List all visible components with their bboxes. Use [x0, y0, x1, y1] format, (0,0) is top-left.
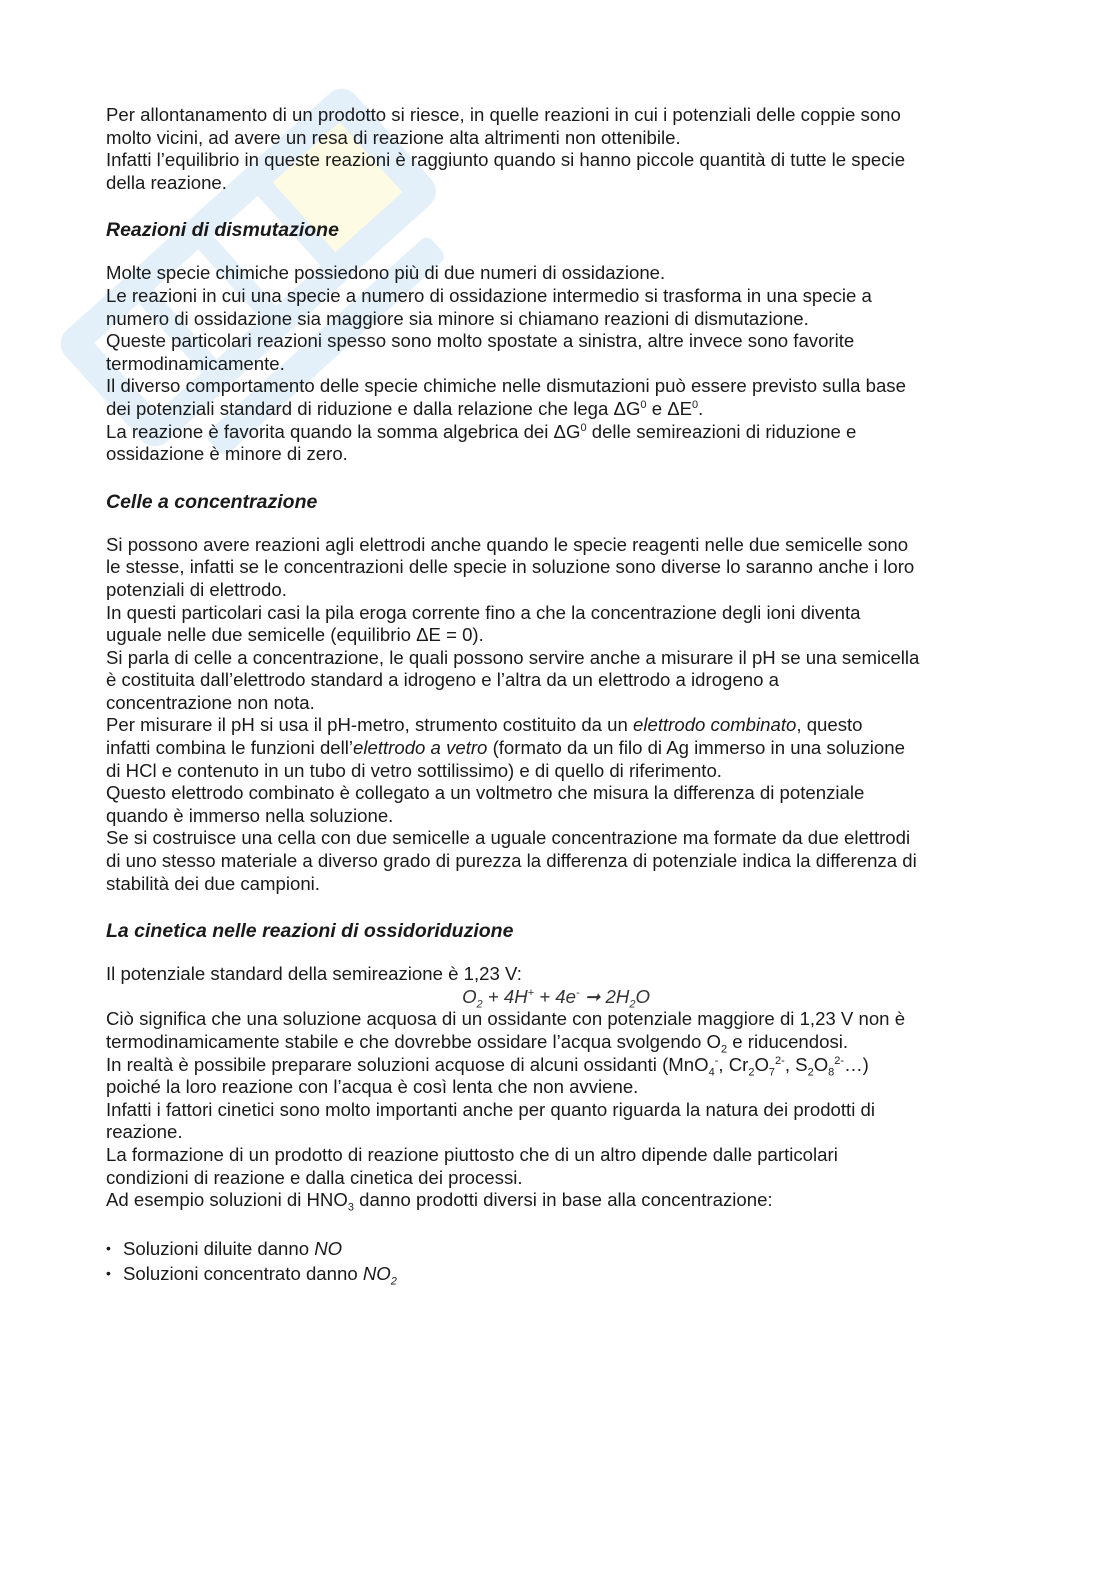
text-line: In questi particolari casi la pila eroga corrente fino a che la concentrazione degli ioni diventa — [106, 601, 861, 623]
text-line: potenziali di elettrodo. — [106, 578, 287, 600]
text-line: le stesse, infatti se le concentrazioni delle specie in soluzione sono diverse lo saranno anche i loro — [106, 556, 915, 578]
text-line: reazione. — [106, 1121, 183, 1143]
text-line: poiché la loro reazione con l’acqua è così lenta che non avviene. — [106, 1076, 639, 1098]
section-heading-cinetica: La cinetica nelle reazioni di ossidoriduzione — [106, 920, 514, 943]
text-line: della reazione. — [106, 171, 227, 193]
text-line: Si parla di celle a concentrazione, le quali possono servire anche a misurare il pH se una semicella — [106, 646, 920, 668]
text-line: Infatti i fattori cinetici sono molto importanti anche per quanto riguarda la natura dei prodotti di — [106, 1098, 875, 1120]
text-line: numero di ossidazione sia maggiore sia minore si chiamano reazioni di dismutazione. — [106, 307, 809, 329]
text-line: condizioni di reazione e dalla cinetica dei processi. — [106, 1166, 523, 1188]
list-item: • Soluzioni concentrato danno $NO_2$ — [106, 1261, 1006, 1286]
list-item: • Soluzioni diluite danno NO — [106, 1236, 1006, 1261]
text-line: Le reazioni in cui una specie a numero di ossidazione intermedio si trasforma in una specie a — [106, 284, 872, 306]
text-line: Queste particolari reazioni spesso sono molto spostate a sinistra, altre invece sono favorite — [106, 330, 855, 352]
text-line: di HCl e contenuto in un tubo di vetro sottilissimo) e di quello di riferimento. — [106, 759, 722, 781]
text-line: molto vicini, ad avere un resa di reazione alta altrimenti non ottenibile. — [106, 126, 681, 148]
text-line: infatti combina le funzioni dell’elettrodo a vetro (formato da un filo di Ag immerso in una soluzione — [106, 737, 905, 759]
arrow-icon: ➞ — [579, 985, 606, 1007]
text-line: Per misurare il pH si usa il pH-metro, strumento costituito da un elettrodo combinato, questo — [106, 714, 863, 736]
text-line: Ciò significa che una soluzione acquosa di un ossidante con potenziale maggiore di 1,23 V non è — [106, 1008, 906, 1030]
text-line: uguale nelle due semicelle (equilibrio ΔE = 0). — [106, 624, 484, 646]
text-line: termodinamicamente. — [106, 352, 285, 374]
celle-paragraph — [106, 534, 1006, 896]
text-line: è costituita dall’elettrodo standard a idrogeno e l’altra da un elettrodo a idrogeno a — [106, 669, 779, 691]
document-page — [106, 104, 1006, 1286]
text-line: Questo elettrodo combinato è collegato a un voltmetro che misura la differenza di potenziale — [106, 782, 865, 804]
text-line: di uno stesso materiale a diverso grado di purezza la differenza di potenziale indica la differenza di — [106, 850, 917, 872]
text-line: Per allontanamento di un prodotto si riesce, in quelle reazioni in cui i potenziali delle coppie sono — [106, 104, 901, 125]
text-line: La formazione di un prodotto di reazione piuttosto che di un altro dipende dalle particolari — [106, 1143, 838, 1165]
product-list — [106, 1236, 1006, 1286]
text-line: Molte specie chimiche possiedono più di due numeri di ossidazione. — [106, 262, 666, 284]
section-heading-celle: Celle a concentrazione — [106, 490, 318, 513]
text-line: termodinamicamente stabile e che dovrebbe ossidare l’acqua svolgendo $O_2$ e riducendosi. — [106, 1031, 849, 1056]
text-line: In realtà è possibile preparare soluzioni acquose di alcuni ossidanti (MnO$_4$-, $Cr_2O_7^{2-}$, $S_2O_8^{2-}\dots$) — [106, 1053, 869, 1079]
text-line: quando è immerso nella soluzione. — [106, 804, 394, 826]
intro-paragraph — [106, 104, 1006, 194]
formula-water-oxidation: $O_2 + 4H^+ + 4e^-$ ➞ $2H_2O$ — [462, 985, 650, 1011]
text-line: La reazione è favorita quando la somma algebrica dei $\Delta G^0$ delle semireazioni di riduzione e — [106, 420, 857, 442]
text-line: Ad esempio soluzioni di $HNO_3$ danno prodotti diversi in base alla concentrazione: — [106, 1189, 773, 1214]
text-line: stabilità dei due campioni. — [106, 872, 320, 894]
section-heading-dismutazione: Reazioni di dismutazione — [106, 219, 339, 242]
text-line: concentrazione non nota. — [106, 691, 315, 713]
text-line: Il potenziale standard della semireazione è 1,23 V: — [106, 963, 522, 985]
dismutazione-paragraph — [106, 262, 1006, 465]
text-line: Il diverso comportamento delle specie chimiche nelle dismutazioni può essere previsto sulla base — [106, 375, 906, 397]
cinetica-paragraph — [106, 963, 1006, 1286]
text-line: dei potenziali standard di riduzione e dalla relazione che lega $\Delta G^0$ e $\Delta E^0$. — [106, 397, 704, 419]
text-line: Infatti l’equilibrio in queste reazioni è raggiunto quando si hanno piccole quantità di tutte le specie — [106, 149, 906, 171]
text-line: Si possono avere reazioni agli elettrodi anche quando le specie reagenti nelle due semicelle sono — [106, 533, 909, 555]
text-line: ossidazione è minore di zero. — [106, 443, 348, 465]
text-line: Se si costruisce una cella con due semicelle a uguale concentrazione ma formate da due elettrodi — [106, 827, 911, 849]
